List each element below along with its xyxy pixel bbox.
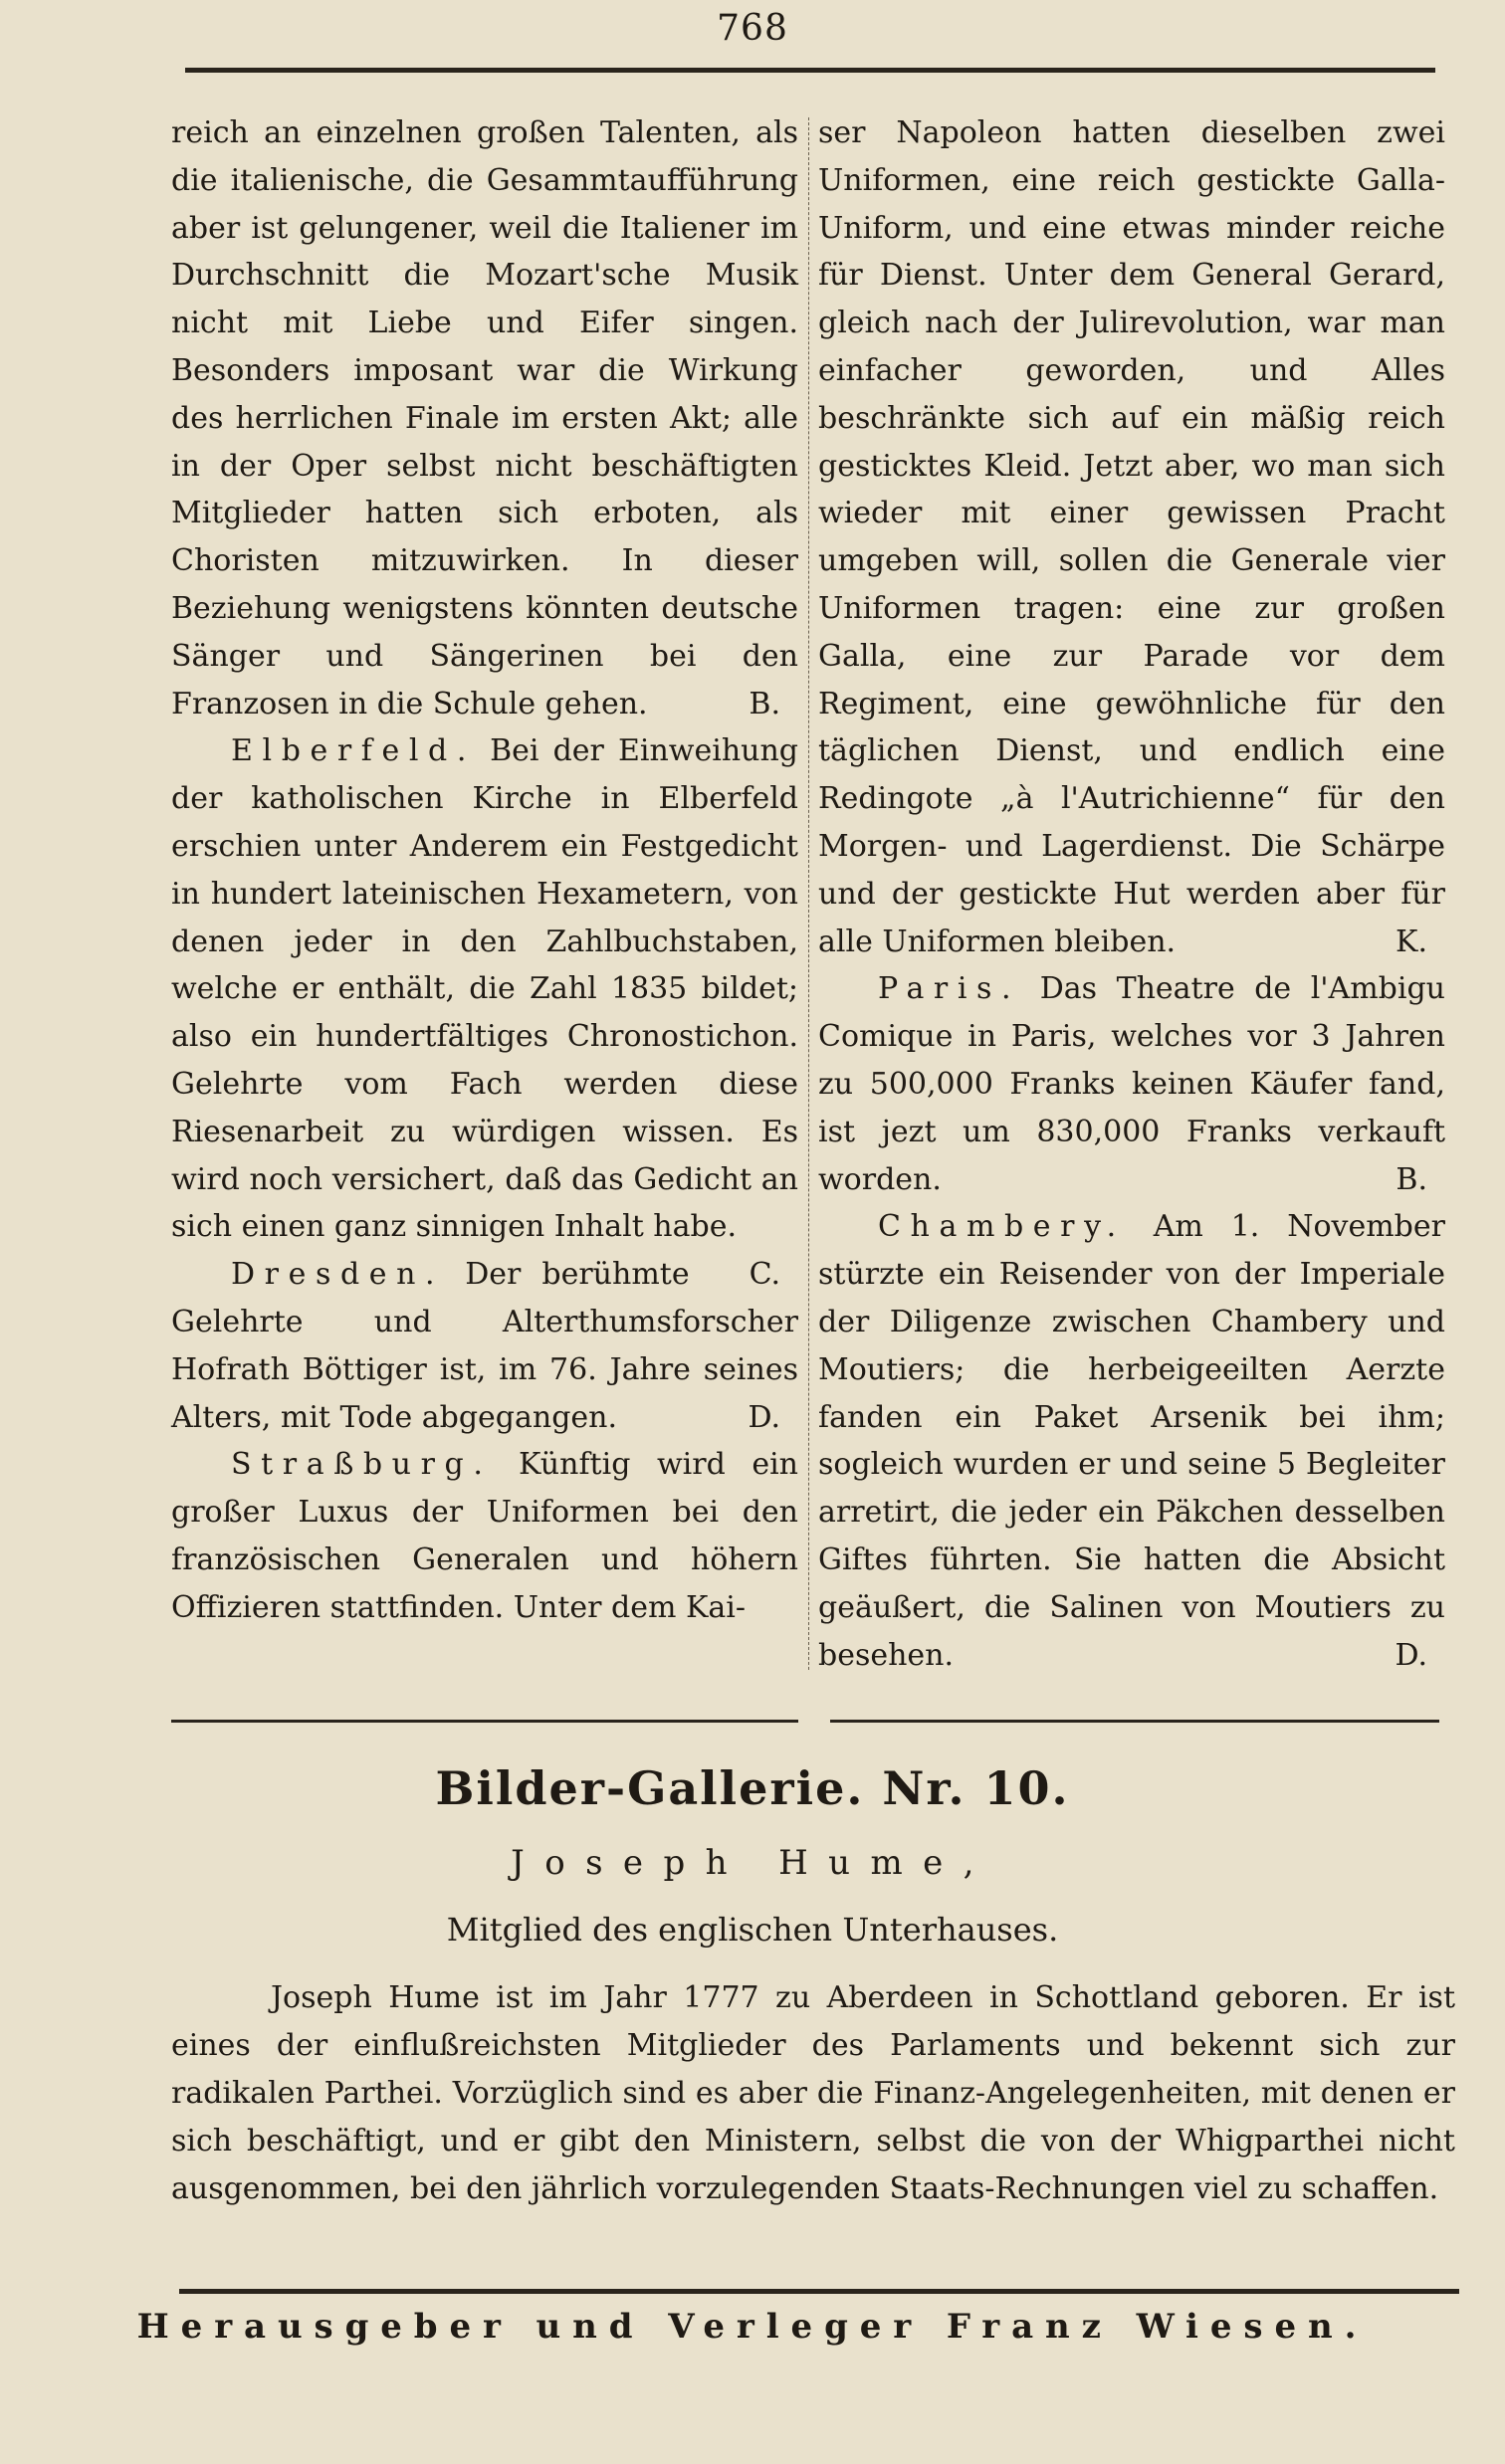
article-chambery <box>818 1203 1445 1679</box>
article-opera-continuation <box>171 109 798 727</box>
article-signature: C. <box>749 1257 780 1293</box>
article-place: Dresden. <box>231 1257 445 1293</box>
gallery-body <box>171 1974 1455 2213</box>
article-place: Chambery. <box>878 1209 1126 1245</box>
article-text: Bei der Einweihung der katholischen Kirche in Elberfeld erschien unter Anderem ein Festgedicht in hundert lateinischen Hexametern, von denen jeder in den Zahlbuchstaben, welche er enthält, die Zahl 1835 bildet; also ein hundertfältiges Chronostichon. Gelehrte vom Fach werden diese Riesenarbeit zu würdigen wissen. Es wird noch versichert, daß das Gedicht an sich einen ganz sinnigen Inhalt habe. <box>171 733 798 1245</box>
article-paris <box>818 965 1445 1203</box>
right-column <box>818 109 1445 1679</box>
article-place: Paris. <box>878 971 1021 1007</box>
article-strassburg-continuation <box>818 109 1445 965</box>
left-column <box>171 109 798 1632</box>
article-place: Straßburg. <box>231 1447 493 1483</box>
gallery-body-text: Joseph Hume ist im Jahr 1777 zu Aberdeen in Schottland geboren. Er ist eines der einflußreichsten Mitglieder des Parlaments und bekennt sich zur radikalen Parthei. Vorzüglich sind es aber die Finanz-Angelegenheiten, mit denen er sich beschäftigt, und er gibt den Ministern, selbst die von der Whigparthei nicht ausgenommen, bei den jährlich vorzulegenden Staats-Rechnungen viel zu schaffen. <box>171 1980 1455 2206</box>
gallery-person-name: Joseph Hume, <box>511 1843 994 1883</box>
page-number: 768 <box>717 8 788 49</box>
column-divider <box>808 117 810 1670</box>
section-rule-right <box>830 1720 1439 1723</box>
gallery-title: Bilder-Gallerie. Nr. 10. <box>435 1761 1070 1815</box>
article-text: Am 1. November stürzte ein Reisender von der Imperiale der Diligenze zwischen Chambery und Moutiers; die herbeigeeilten Aerzte fanden ein Paket Arsenik bei ihm; sogleich wurden er und seine 5 Begleiter arretirt, die jeder ein Päkchen desselben Giftes führten. Sie hatten die Absicht geäußert, die Salinen von Moutiers zu besehen. <box>818 1209 1445 1673</box>
section-rule-left <box>171 1720 798 1723</box>
article-signature: B. <box>749 686 780 721</box>
gallery-subtitle: Mitglied des englischen Unterhauses. <box>446 1911 1059 1949</box>
article-text: ser Napoleon hatten dieselben zwei Uniformen, eine reich gestickte Galla-Uniform, und eine etwas minder reiche für Dienst. Unter dem General Gerard, gleich nach der Julirevolution, war man einfacher geworden, und Alles beschränkte sich auf ein mäßig reich gesticktes Kleid. Jetzt aber, wo man sich wieder mit einer gewissen Pracht umgeben will, sollen die Generale vier Uniformen tragen: eine zur großen Galla, eine zur Parade vor dem Regiment, eine gewöhnliche für den täglichen Dienst, und endlich eine Redingote „à l'Autrichienne“ für den Morgen- und Lagerdienst. Die Schärpe und der gestickte Hut werden aber für alle Uniformen bleiben. <box>818 115 1445 959</box>
footer-rule <box>179 2289 1459 2294</box>
article-signature: B. <box>1396 1161 1427 1197</box>
article-signature: D. <box>1395 1637 1427 1673</box>
publisher-footer: Herausgeber und Verleger Franz Wiesen. <box>136 2307 1369 2347</box>
article-text: Künftig wird ein großer Luxus der Uniformen bei den französischen Generalen und höhern Offizieren stattfinden. Unter dem Kai- <box>171 1447 798 1625</box>
article-signature: D. <box>748 1399 780 1435</box>
article-strassburg <box>171 1441 798 1631</box>
header-rule <box>185 68 1435 73</box>
article-signature: K. <box>1396 924 1427 959</box>
article-text: Der berühmte Gelehrte und Alterthumsforscher Hofrath Böttiger ist, im 76. Jahre seines Alters, mit Tode abgegangen. <box>171 1257 798 1435</box>
article-text: reich an einzelnen großen Talenten, als die italienische, die Gesammtaufführung aber ist gelungener, weil die Italiener im Durchschnitt die Mozart'sche Musik nicht mit Liebe und Eifer singen. Besonders imposant war die Wirkung des herrlichen Finale im ersten Akt; alle in der Oper selbst nicht beschäftigten Mitglieder hatten sich erboten, als Choristen mitzuwirken. In dieser Beziehung wenigstens könnten deutsche Sänger und Sängerinen bei den Franzosen in die Schule gehen. <box>171 115 798 721</box>
article-text: Das Theatre de l'Ambigu Comique in Paris, welches vor 3 Jahren zu 500,000 Franks keinen Käufer fand, ist jezt um 830,000 Franks verkauft worden. <box>818 971 1445 1197</box>
article-place: Elberfeld. <box>231 733 476 769</box>
